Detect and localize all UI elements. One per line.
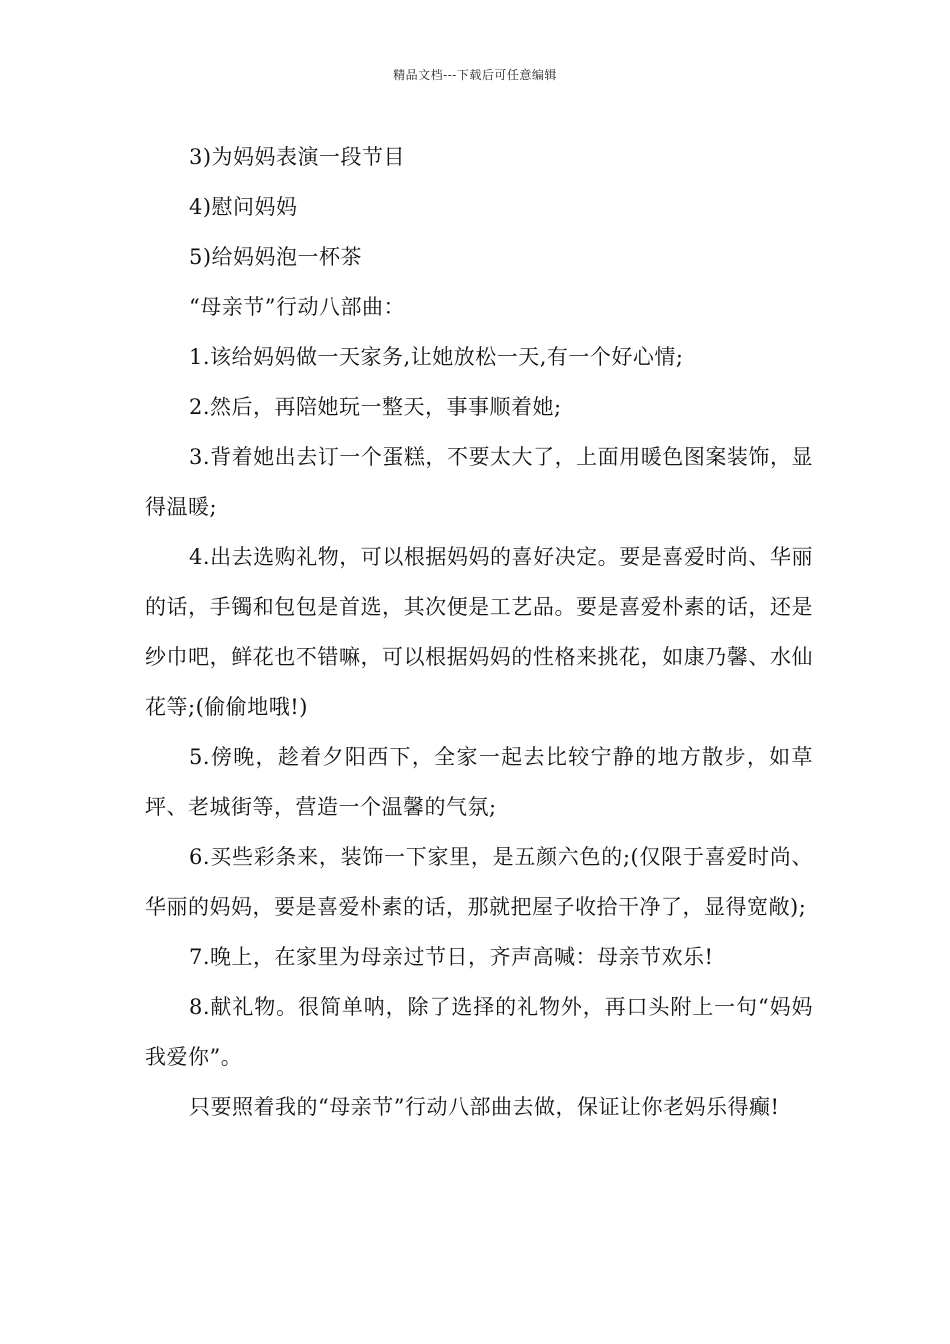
- step-5: 5.傍晚，趁着夕阳西下，全家一起去比较宁静的地方散步，如草坪、老城街等，营造一个温馨的气氛;: [145, 745, 813, 819]
- paragraph-item-4: 4)慰问妈妈: [189, 195, 298, 219]
- section-heading: “母亲节”行动八部曲：: [189, 295, 405, 319]
- step-1: 1.该给妈妈做一天家务,让她放松一天,有一个好心情;: [189, 345, 684, 369]
- step-8: 8.献礼物。很简单呐，除了选择的礼物外，再口头附上一句“妈妈我爱你”。: [145, 995, 813, 1069]
- paragraph-item-5: 5)给妈妈泡一杯茶: [189, 245, 363, 269]
- document-body: [145, 132, 813, 1132]
- step-6: 6.买些彩条来，装饰一下家里，是五颜六色的;(仅限于喜爱时尚、华丽的妈妈，要是喜爱朴素的话，那就把屋子收拾干净了，显得宽敞);: [145, 845, 813, 919]
- step-4: 4.出去选购礼物，可以根据妈妈的喜好决定。要是喜爱时尚、华丽的话，手镯和包包是首选，其次便是工艺品。要是喜爱朴素的话，还是纱巾吧，鲜花也不错嘛，可以根据妈妈的性格来挑花，如康乃馨、水仙花等;(偷偷地哦!): [145, 545, 813, 719]
- page-header: 精品文档---下载后可任意编辑: [393, 68, 557, 82]
- closing-paragraph: 只要照着我的“母亲节”行动八部曲去做，保证让你老妈乐得癫!: [189, 1095, 780, 1119]
- step-2: 2.然后，再陪她玩一整天，事事顺着她;: [189, 395, 562, 419]
- paragraph-item-3: 3)为妈妈表演一段节目: [189, 145, 406, 169]
- step-3: 3.背着她出去订一个蛋糕，不要太大了，上面用暖色图案装饰，显得温暖;: [145, 445, 813, 519]
- step-7: 7.晚上，在家里为母亲过节日，齐声高喊：母亲节欢乐!: [189, 945, 714, 969]
